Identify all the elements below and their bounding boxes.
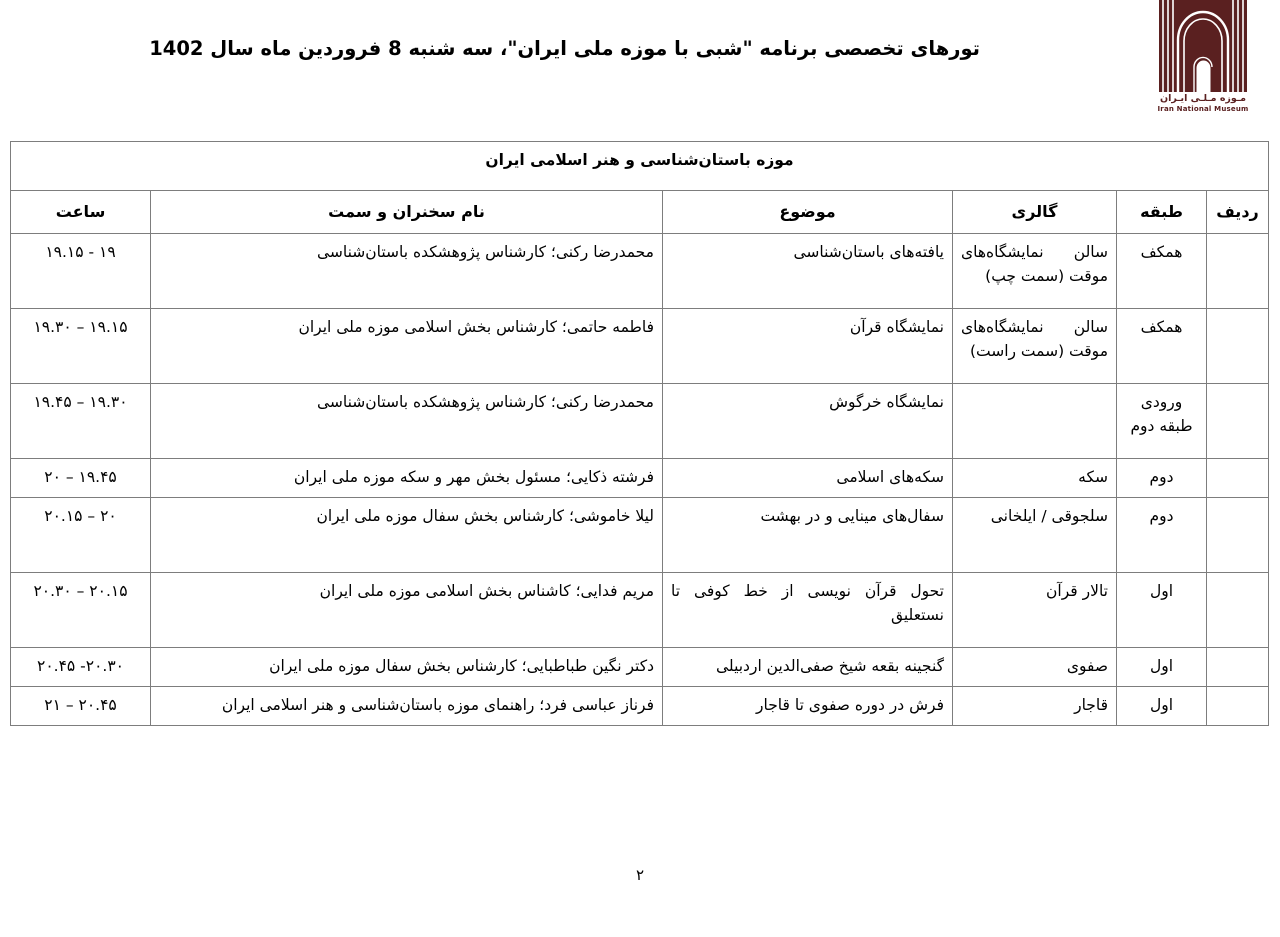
cell-mozu: سفال‌های مینایی و در بهشت <box>663 498 953 573</box>
cell-tabaghe: دوم <box>1117 459 1207 498</box>
cell-tabaghe: اول <box>1117 687 1207 726</box>
cell-speaker: محمدرضا رکنی؛ کارشناس پژوهشکده باستان‌شناسی <box>151 384 663 459</box>
cell-saat: ۱۹ - ۱۹.۱۵ <box>11 234 151 309</box>
column-header-speaker: نام سخنران و سمت <box>151 191 663 234</box>
museum-logo <box>1144 0 1262 126</box>
cell-tabaghe: دوم <box>1117 498 1207 573</box>
cell-gallery: سالن نمایشگاه‌های موقت (سمت چپ) <box>953 234 1117 309</box>
cell-saat: ۲۰.۱۵ – ۲۰.۳۰ <box>11 573 151 648</box>
column-header-radif: ردیف <box>1207 191 1269 234</box>
cell-saat: ۲۰ – ۲۰.۱۵ <box>11 498 151 573</box>
page-header <box>0 0 1280 132</box>
cell-radif <box>1207 573 1269 648</box>
column-header-saat: ساعت <box>11 191 151 234</box>
cell-gallery: صفوی <box>953 648 1117 687</box>
cell-radif <box>1207 309 1269 384</box>
table-row <box>11 309 1269 384</box>
cell-radif <box>1207 648 1269 687</box>
cell-saat: ۱۹.۴۵ – ۲۰ <box>11 459 151 498</box>
cell-saat: ۲۰.۴۵ – ۲۱ <box>11 687 151 726</box>
table-header-row <box>11 191 1269 234</box>
table-row <box>11 459 1269 498</box>
page-number: ۲ <box>635 866 645 884</box>
cell-radif <box>1207 498 1269 573</box>
cell-speaker: مریم فدایی؛ کاشناس بخش اسلامی موزه ملی ایران <box>151 573 663 648</box>
cell-speaker: فرشته ذکایی؛ مسئول بخش مهر و سکه موزه ملی ایران <box>151 459 663 498</box>
column-header-gallery: گالری <box>953 191 1117 234</box>
cell-tabaghe: همکف <box>1117 234 1207 309</box>
cell-tabaghe: ورودی طبقه دوم <box>1117 384 1207 459</box>
cell-speaker: دکتر نگین طباطبایی؛ کارشناس بخش سفال موزه ملی ایران <box>151 648 663 687</box>
logo-name-fa: مـوزه مـلـی ایـران <box>1160 93 1246 104</box>
cell-mozu: گنجینه بقعه شیخ صفی‌الدین اردبیلی <box>663 648 953 687</box>
cell-radif <box>1207 459 1269 498</box>
museum-arch-icon <box>1153 0 1253 92</box>
cell-tabaghe: اول <box>1117 648 1207 687</box>
column-header-mozu: موضوع <box>663 191 953 234</box>
table-caption: موزه باستان‌شناسی و هنر اسلامی ایران <box>11 142 1269 191</box>
tour-schedule-table <box>10 141 1269 726</box>
cell-radif <box>1207 384 1269 459</box>
cell-radif <box>1207 687 1269 726</box>
cell-speaker: محمدرضا رکنی؛ کارشناس پژوهشکده باستان‌شناسی <box>151 234 663 309</box>
cell-gallery <box>953 384 1117 459</box>
table-row <box>11 573 1269 648</box>
cell-tabaghe: همکف <box>1117 309 1207 384</box>
table-row <box>11 234 1269 309</box>
table-row <box>11 648 1269 687</box>
cell-saat: ۲۰.۳۰- ۲۰.۴۵ <box>11 648 151 687</box>
table-body <box>11 234 1269 726</box>
cell-tabaghe: اول <box>1117 573 1207 648</box>
cell-gallery: سلجوقی / ایلخانی <box>953 498 1117 573</box>
page-title: تورهای تخصصی برنامه "شبی با موزه ملی ایران"، سه شنبه 8 فروردین ماه سال 1402 <box>149 37 980 60</box>
column-header-tabaghe: طبقه <box>1117 191 1207 234</box>
cell-gallery: تالار قرآن <box>953 573 1117 648</box>
cell-mozu: سکه‌های اسلامی <box>663 459 953 498</box>
cell-gallery: قاجار <box>953 687 1117 726</box>
cell-speaker: فاطمه حاتمی؛ کارشناس بخش اسلامی موزه ملی ایران <box>151 309 663 384</box>
cell-gallery: سالن نمایشگاه‌های موقت (سمت راست) <box>953 309 1117 384</box>
cell-speaker: لیلا خاموشی؛ کارشناس بخش سفال موزه ملی ایران <box>151 498 663 573</box>
cell-gallery: سکه <box>953 459 1117 498</box>
cell-mozu: فرش در دوره صفوی تا قاجار <box>663 687 953 726</box>
cell-mozu: یافته‌های باستان‌شناسی <box>663 234 953 309</box>
cell-saat: ۱۹.۱۵ – ۱۹.۳۰ <box>11 309 151 384</box>
table-row <box>11 498 1269 573</box>
cell-mozu: تحول قرآن نویسی از خط کوفی تا نستعلیق <box>663 573 953 648</box>
cell-speaker: فرناز عباسی فرد؛ راهنمای موزه باستان‌شناسی و هنر اسلامی ایران <box>151 687 663 726</box>
cell-mozu: نمایشگاه خرگوش <box>663 384 953 459</box>
cell-saat: ۱۹.۳۰ – ۱۹.۴۵ <box>11 384 151 459</box>
table-caption-row <box>11 142 1269 191</box>
cell-radif <box>1207 234 1269 309</box>
schedule-table-container <box>11 141 1269 726</box>
logo-name-en: Iran National Museum <box>1157 105 1249 113</box>
table-row <box>11 384 1269 459</box>
table-row <box>11 687 1269 726</box>
cell-mozu: نمایشگاه قرآن <box>663 309 953 384</box>
